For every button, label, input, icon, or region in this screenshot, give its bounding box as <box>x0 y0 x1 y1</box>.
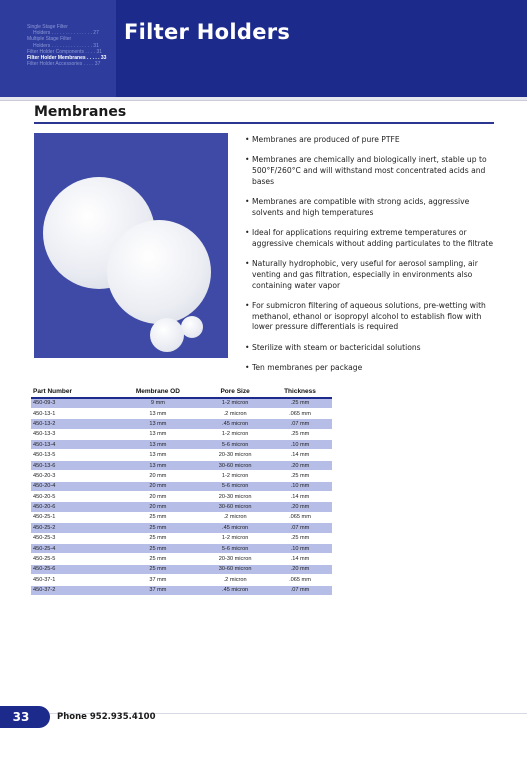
phone-number: Phone 952.935.4100 <box>57 712 156 722</box>
feature-list <box>245 135 497 383</box>
table-cell: 450-20-4 <box>31 481 114 491</box>
bullet-marker: • <box>245 258 250 268</box>
bullet-text: Naturally hydrophobic, very useful for aerosol sampling, air venting and gas filtration, especially in environments also containing water vapor <box>252 258 478 290</box>
table-row <box>31 460 332 470</box>
membrane-disc-small <box>150 318 184 352</box>
table-cell: 450-25-3 <box>31 533 114 543</box>
table-cell: .20 mm <box>268 564 332 574</box>
feature-bullet <box>245 301 497 333</box>
feature-bullet <box>245 259 497 291</box>
table-body <box>31 398 332 595</box>
table-cell: .07 mm <box>268 585 332 595</box>
table-cell: 20-30 micron <box>202 450 268 460</box>
table-row <box>31 429 332 439</box>
feature-bullet <box>245 197 497 219</box>
table-cell: 25 mm <box>114 523 203 533</box>
table-cell: 20-30 micron <box>202 554 268 564</box>
table-cell: .07 mm <box>268 419 332 429</box>
section-rule <box>34 122 494 124</box>
table-row <box>31 492 332 502</box>
membrane-disc-small <box>181 316 203 338</box>
column-header: Part Number <box>31 385 114 398</box>
table-cell: 450-13-1 <box>31 408 114 418</box>
table-cell: 13 mm <box>114 450 203 460</box>
table-row <box>31 543 332 553</box>
table-cell: .10 mm <box>268 440 332 450</box>
table-cell: 13 mm <box>114 419 203 429</box>
table-cell: 13 mm <box>114 460 203 470</box>
table-cell: 5-6 micron <box>202 481 268 491</box>
table-cell: 20 mm <box>114 471 203 481</box>
table-cell: .065 mm <box>268 512 332 522</box>
table-cell: 450-13-6 <box>31 460 114 470</box>
table-cell: 1-2 micron <box>202 398 268 408</box>
table-cell: 450-25-6 <box>31 564 114 574</box>
table-cell: 20 mm <box>114 492 203 502</box>
table-cell: .20 mm <box>268 460 332 470</box>
table-row <box>31 481 332 491</box>
table-row <box>31 585 332 595</box>
table-cell: .25 mm <box>268 429 332 439</box>
table-row <box>31 512 332 522</box>
table-row <box>31 398 332 408</box>
table-cell: 13 mm <box>114 429 203 439</box>
table-cell: .2 micron <box>202 512 268 522</box>
table-cell: 450-25-4 <box>31 543 114 553</box>
membranes-photo <box>34 133 228 358</box>
feature-bullet <box>245 363 497 374</box>
header-divider-shadow <box>0 100 527 101</box>
toc-item[interactable]: Filter Holder Membranes . . . . . 33 <box>27 55 107 62</box>
table-cell: 450-37-1 <box>31 575 114 585</box>
feature-bullet <box>245 135 497 146</box>
table-cell: 30-60 micron <box>202 460 268 470</box>
table-cell: .14 mm <box>268 492 332 502</box>
table-row <box>31 450 332 460</box>
feature-bullet <box>245 228 497 250</box>
table-cell: 450-20-5 <box>31 492 114 502</box>
table-cell: 25 mm <box>114 543 203 553</box>
feature-bullet <box>245 343 497 354</box>
table-cell: .07 mm <box>268 523 332 533</box>
table-cell: 5-6 micron <box>202 543 268 553</box>
bullet-text: Ten membranes per package <box>252 362 363 372</box>
table-of-contents <box>0 0 116 97</box>
table-cell: 1-2 micron <box>202 533 268 543</box>
table-row <box>31 564 332 574</box>
toc-item[interactable]: Single Stage Filter <box>27 24 68 30</box>
bullet-marker: • <box>245 135 250 144</box>
table-cell: .45 micron <box>202 419 268 429</box>
table-cell: .45 micron <box>202 523 268 533</box>
bullet-text: For submicron filtering of aqueous solutions, pre-wetting with methanol, ethanol or isopropyl alcohol to establish flow with lower pressure differentials is required <box>252 300 486 332</box>
membrane-disc-large <box>107 220 211 324</box>
table-cell: 1-2 micron <box>202 471 268 481</box>
table-cell: 13 mm <box>114 408 203 418</box>
table-cell: .065 mm <box>268 408 332 418</box>
feature-bullet <box>245 155 497 187</box>
table-cell: 450-13-5 <box>31 450 114 460</box>
bullet-marker: • <box>245 155 250 165</box>
table-cell: 25 mm <box>114 533 203 543</box>
table-cell: .20 mm <box>268 502 332 512</box>
spec-table-container <box>31 385 332 596</box>
table-cell: 25 mm <box>114 564 203 574</box>
table-cell: 20 mm <box>114 502 203 512</box>
table-cell: 20 mm <box>114 481 203 491</box>
table-cell: .2 micron <box>202 575 268 585</box>
toc-list <box>27 24 113 67</box>
page-title: Filter Holders <box>124 20 291 44</box>
table-cell: 450-13-4 <box>31 440 114 450</box>
table-cell: 30-60 micron <box>202 564 268 574</box>
table-cell: 20-30 micron <box>202 492 268 502</box>
bullet-text: Sterilize with steam or bactericidal solutions <box>252 342 421 352</box>
table-cell: 9 mm <box>114 398 203 408</box>
table-cell: 25 mm <box>114 512 203 522</box>
bullet-text: Membranes are compatible with strong acids, aggressive solvents and high temperatures <box>252 196 470 217</box>
table-cell: 37 mm <box>114 585 203 595</box>
bullet-text: Membranes are produced of pure PTFE <box>252 135 400 144</box>
table-cell: 1-2 micron <box>202 429 268 439</box>
page-header <box>0 0 527 97</box>
toc-item[interactable]: Holders . . . . . . . . . . . . . . . 27 <box>33 30 99 37</box>
bullet-marker: • <box>245 342 250 352</box>
table-cell: 450-09-3 <box>31 398 114 408</box>
bullet-marker: • <box>245 227 250 237</box>
table-cell: 450-25-2 <box>31 523 114 533</box>
table-cell: 450-37-2 <box>31 585 114 595</box>
bullet-text: Ideal for applications requiring extreme temperatures or aggressive chemicals without adding particulates to the filtrate <box>252 227 494 248</box>
table-row <box>31 502 332 512</box>
column-header: Membrane OD <box>114 385 203 398</box>
bullet-marker: • <box>245 362 250 372</box>
bullet-marker: • <box>245 300 250 310</box>
bullet-marker: • <box>245 196 250 206</box>
table-cell: .2 micron <box>202 408 268 418</box>
toc-item[interactable]: Filter Holder Components . . . . 31 <box>27 48 103 55</box>
table-cell: .065 mm <box>268 575 332 585</box>
toc-item[interactable]: Holders . . . . . . . . . . . . . . . 31 <box>33 42 99 49</box>
table-cell: .10 mm <box>268 543 332 553</box>
column-header: Pore Size <box>202 385 268 398</box>
table-cell: 37 mm <box>114 575 203 585</box>
table-cell: .14 mm <box>268 450 332 460</box>
table-row <box>31 575 332 585</box>
table-cell: .14 mm <box>268 554 332 564</box>
table-row <box>31 554 332 564</box>
toc-item[interactable]: Filter Holder Accessories . . . . 37 <box>27 61 101 68</box>
page-number: 33 <box>12 710 30 724</box>
table-cell: 450-20-3 <box>31 471 114 481</box>
table-header-row <box>31 385 332 398</box>
table-row <box>31 408 332 418</box>
table-cell: 450-13-3 <box>31 429 114 439</box>
table-row <box>31 523 332 533</box>
section-title: Membranes <box>34 104 127 120</box>
table-cell: 30-60 micron <box>202 502 268 512</box>
table-cell: 13 mm <box>114 440 203 450</box>
bullet-text: Membranes are chemically and biologically inert, stable up to 500°F/260°C and will withstand most concentrated acids and bases <box>252 155 487 186</box>
table-cell: 450-20-6 <box>31 502 114 512</box>
table-row <box>31 471 332 481</box>
table-cell: .45 micron <box>202 585 268 595</box>
table-cell: 450-25-1 <box>31 512 114 522</box>
table-cell: .25 mm <box>268 398 332 408</box>
table-cell: 25 mm <box>114 554 203 564</box>
table-cell: 450-13-2 <box>31 419 114 429</box>
table-row <box>31 419 332 429</box>
table-cell: .10 mm <box>268 481 332 491</box>
table-row <box>31 533 332 543</box>
spec-table <box>31 385 332 596</box>
table-cell: 5-6 micron <box>202 440 268 450</box>
table-cell: .25 mm <box>268 471 332 481</box>
column-header: Thickness <box>268 385 332 398</box>
table-cell: 450-25-5 <box>31 554 114 564</box>
toc-item[interactable]: Multiple Stage Filter <box>27 36 72 43</box>
table-cell: .25 mm <box>268 533 332 543</box>
table-row <box>31 440 332 450</box>
